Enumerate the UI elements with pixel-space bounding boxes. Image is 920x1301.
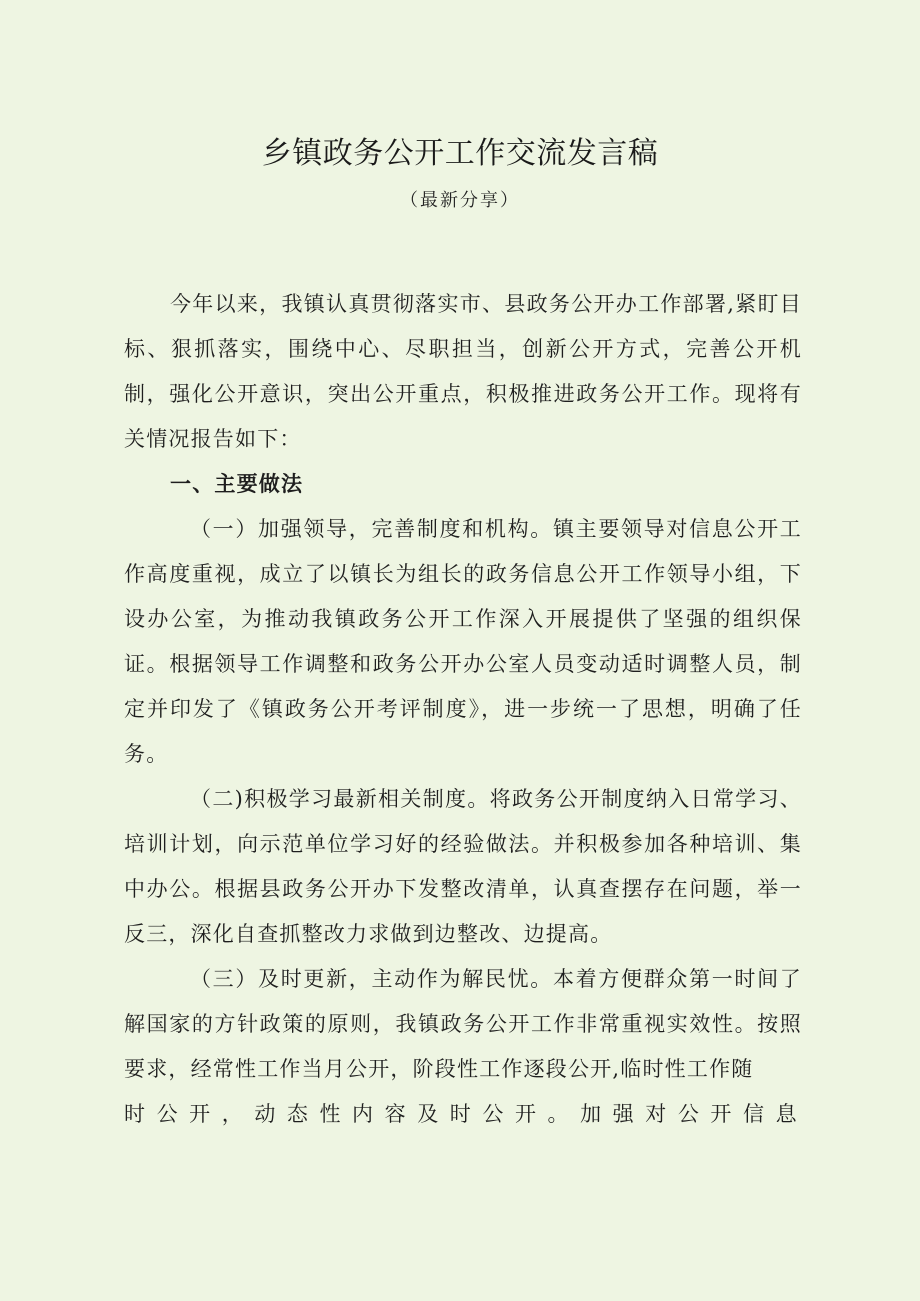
section-heading: 一、主要做法 <box>170 472 304 496</box>
item-paragraph-3-last-line <box>124 1092 798 1137</box>
last-line-char: 性 <box>319 1102 342 1126</box>
last-line-char: 公 <box>156 1102 179 1126</box>
last-line-char: 公 <box>677 1102 701 1126</box>
last-line-char: 时 <box>449 1102 472 1126</box>
last-line-char: ， <box>221 1102 244 1126</box>
last-line-char: 对 <box>645 1102 668 1126</box>
last-line-char: 及 <box>417 1102 440 1126</box>
intro-paragraph: 今年以来，我镇认真贯彻落实市、县政务公开办工作部署,紧盯目标、狠抓落实，围绕中心、尽职担当，创新公开方式，完善公开机制，强化公开意识，突出公开重点，积极推进政务公开工作。现将有关情况报告如下： <box>124 292 802 451</box>
last-line-char: 。 <box>547 1102 570 1126</box>
document-body <box>124 282 802 1137</box>
last-line-char: 公 <box>482 1102 505 1126</box>
last-line-char: 容 <box>384 1102 407 1126</box>
last-line-char: 强 <box>612 1102 635 1126</box>
last-line-char: 息 <box>775 1102 798 1126</box>
item-paragraph-2: （二)积极学习最新相关制度。将政务公开制度纳入日常学习、培训计划，向示范单位学习好的经验做法。并积极参加各种培训、集中办公。根据县政务公开办下发整改清单，认真查摆存在问题，举一反三，深化自查抓整改力求做到边整改、边提高。 <box>124 787 802 946</box>
last-line-char: 内 <box>352 1102 375 1126</box>
last-line-char: 信 <box>742 1102 766 1126</box>
last-line-char: 时 <box>124 1102 147 1126</box>
item-paragraph-1: （一）加强领导，完善制度和机构。镇主要领导对信息公开工作高度重视，成立了以镇长为组长的政务信息公开工作领导小组，下设办公室，为推动我镇政务公开工作深入开展提供了坚强的组织保证。根据领导工作调整和政务公开办公室人员变动适时调整人员，制定并印发了《镇政务公开考评制度》，进一步统一了思想，明确了任务。 <box>124 517 802 766</box>
last-line-char: 开 <box>189 1102 212 1126</box>
last-line-char: 态 <box>286 1102 310 1126</box>
last-line-char: 加 <box>580 1102 603 1126</box>
document-title: 乡镇政务公开工作交流发言稿 <box>261 136 659 171</box>
last-line-char: 开 <box>514 1102 538 1126</box>
document-subtitle: （最新分享） <box>400 190 520 211</box>
last-line-char: 动 <box>254 1102 277 1126</box>
last-line-char: 开 <box>710 1102 733 1126</box>
item-paragraph-3: （三）及时更新，主动作为解民忧。本着方便群众第一时间了解国家的方针政策的原则，我镇政务公开工作非常重视实效性。按照要求，经常性工作当月公开，阶段性工作逐段公开,临时性工作随 <box>124 967 802 1081</box>
